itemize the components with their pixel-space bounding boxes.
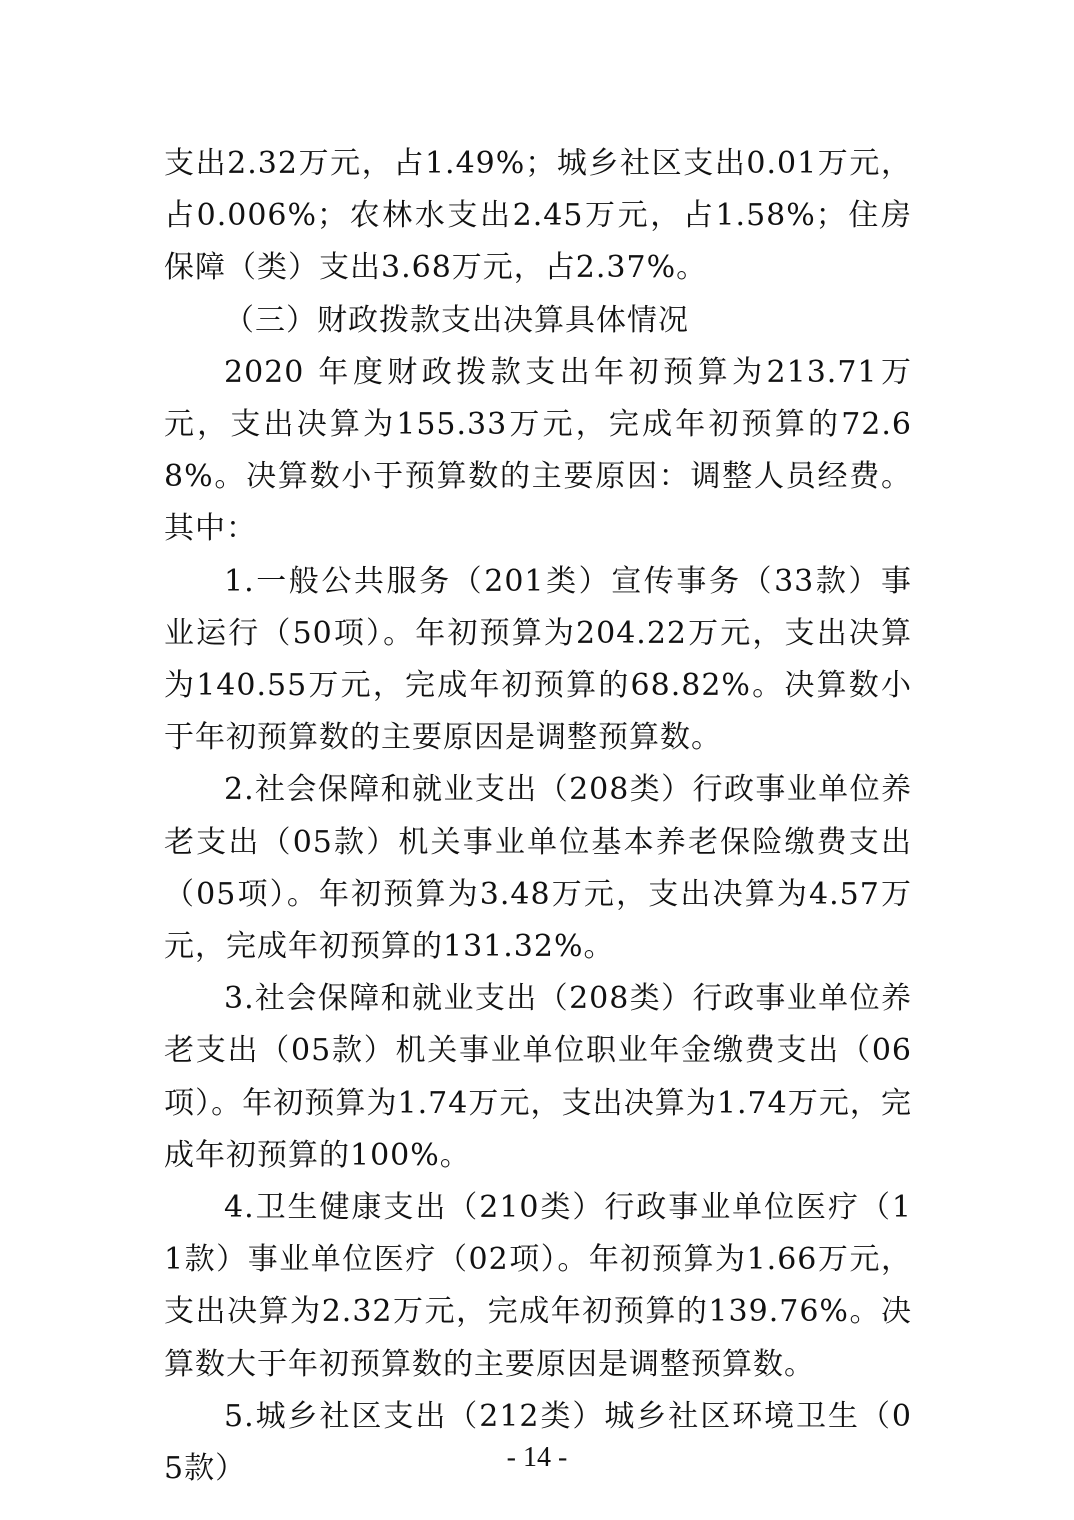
list-item-2: 2.社会保障和就业支出（208类）行政事业单位养老支出（05款）机关事业单位基本养老保险缴费支出（05项）。年初预算为3.48万元，支出决算为4.57万元，完成年初预算的131.32%。: [164, 772, 912, 965]
list-item-4: 4.卫生健康支出（210类）行政事业单位医疗（11款）事业单位医疗（02项）。年初预算为1.66万元，支出决算为2.32万元，完成年初预算的139.76%。决算数大于年初预算数的主要原因是调整预算数。: [164, 1190, 912, 1382]
body-text: [164, 138, 912, 1495]
paragraph-overview: 2020 年度财政拨款支出年初预算为213.71万元，支出决算为155.33万元，完成年初预算的72.68%。决算数小于预算数的主要原因：调整人员经费。其中：: [164, 354, 912, 547]
section-heading: （三）财政拨款支出决算具体情况: [224, 302, 689, 338]
list-item-3: 3.社会保障和就业支出（208类）行政事业单位养老支出（05款）机关事业单位职业年金缴费支出（06项）。年初预算为1.74万元，支出决算为1.74万元，完成年初预算的100%。: [164, 981, 912, 1173]
list-item-1: 1.一般公共服务（201类）宣传事务（33款）事业运行（50项）。年初预算为204.22万元，支出决算为140.55万元，完成年初预算的68.82%。决算数小于年初预算数的主要原因是调整预算数。: [164, 563, 912, 756]
list-item-5: 5.城乡社区支出（212类）城乡社区环境卫生（05款）: [164, 1398, 912, 1487]
paragraph-category-summary: 支出2.32万元，占1.49%；城乡社区支出0.01万元，占0.006%；农林水支出2.45万元，占1.58%；住房保障（类）支出3.68万元，占2.37%。: [164, 146, 912, 286]
page-number: - 14 -: [506, 1442, 568, 1473]
